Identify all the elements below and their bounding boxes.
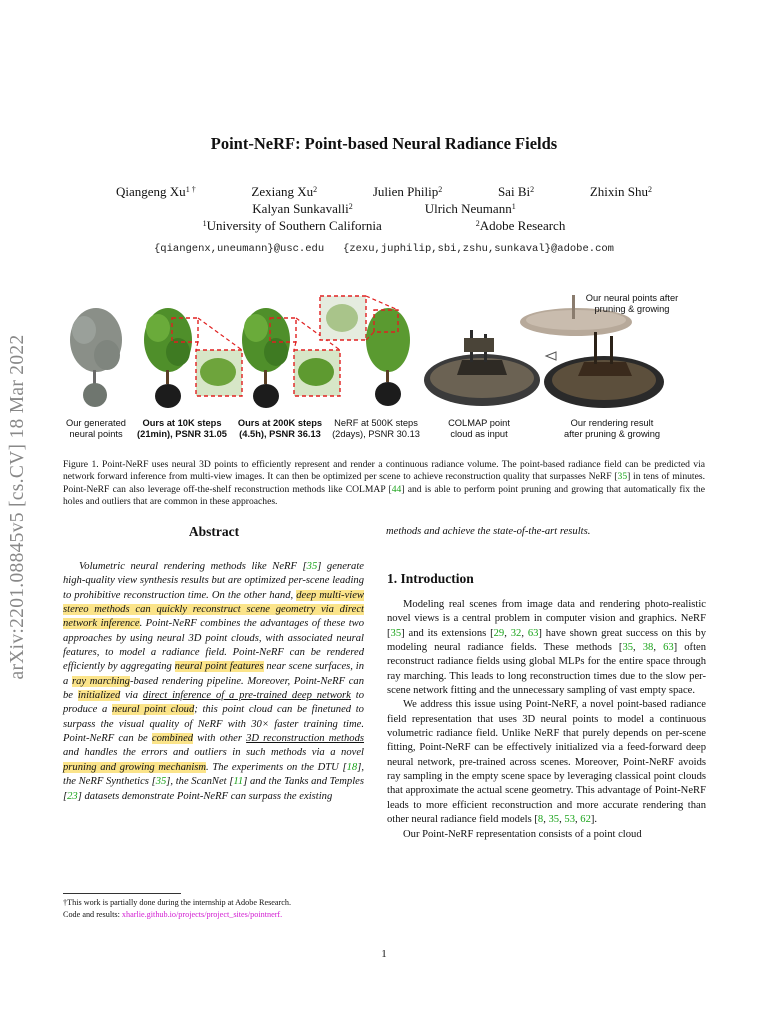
abstract-body: Volumetric neural rendering methods like NeRF [35] generate high-quality view synthesis results but are optimized per-scene leading to prohibitive reconstruction time. On the other hand, deep multi-view stereo methods can quickly reconstruct scene geometry via direct network inference. Point-NeRF combines the advantages of these two approaches by using neural 3D point clouds, with associated neural features, to model a radiance field. Point-NeRF can be rendered efficiently by aggregating neural point features near scene surfaces, in a ray marching-based rendering pipeline. Moreover, Point-NeRF can be initialized via direct inference of a pre-trained deep network to produce a neural point cloud; this point cloud can be finetuned to surpass the visual quality of NeRF with 30× faster training time. Point-NeRF can be combined with other 3D reconstruction methods and handles the errors and outliers in such methods via a novel pruning and growing mechanism. The experiments on the DTU [18], the NeRF Synthetics [35], the ScanNet [11] and the Tanks and Temples [23] datasets demonstrate Point-NeRF can surpass the existing xyxy=(63,561,365,802)
affiliation: $^2$Adobe Research xyxy=(475,218,566,233)
footnote xyxy=(63,897,368,920)
author-row-1 xyxy=(100,183,668,200)
citation-link[interactable]: 8 xyxy=(537,814,544,826)
underline: 3D reconstruction methods xyxy=(246,733,365,745)
author: Qiangeng $Xu^{1 \dagger}$ xyxy=(116,184,196,199)
author: Julien Philip$^2$ xyxy=(372,184,443,199)
teaser-caption-nerf: NeRF at 500K steps (2days), PSNR 30.13 xyxy=(332,418,420,439)
paragraph: Modeling real scenes from image data and rendering photo-realistic novel views is a central problem in computer vision and graphics. NeRF [35] and its extensions [29, 32, 63] have shown great success on this by modeling neural radiance fields. These methods [35, 38, 63] often reconstruct radiance fields using global MLPs for the entire space through ray marching. This leads to long reconstruction times due to the slow per-scene network fitting and the unnecessary sampling of vast empty space. xyxy=(387,599,707,697)
affiliation: $^1$University of Southern California xyxy=(202,218,382,233)
section-heading-introduction: 1. Introduction xyxy=(387,571,474,586)
citation-link[interactable]: 18 xyxy=(346,761,358,773)
paragraph: Our Point-NeRF representation consists of a point cloud xyxy=(403,828,642,840)
author: Ulrich Neumann$^1$ xyxy=(424,201,516,216)
highlight: pruning and growing mechanism xyxy=(63,761,207,773)
highlight: neural point features xyxy=(174,661,264,673)
author-emails: {qiangenx,uneumann}@usc.edu {zexu,juphilip,sbi,zshu,sunkaval}@adobe.com xyxy=(154,243,614,255)
teaser-caption-result: Our rendering result after pruning & growing xyxy=(563,418,661,439)
teaser-caption-colmap: COLMAP point cloud as input xyxy=(448,418,510,439)
citation-link[interactable]: 63 xyxy=(527,627,539,639)
citation-link[interactable]: 29 xyxy=(493,627,505,639)
citation-link[interactable]: 35 xyxy=(155,776,167,788)
citation-link[interactable]: 63 xyxy=(663,642,674,654)
citation-link[interactable]: 35 xyxy=(548,814,560,826)
arxiv-identifier: arXiv:2201.08845v5 [cs.CV] 18 Mar 2022 xyxy=(7,334,28,680)
citation-link[interactable]: 32 xyxy=(510,627,522,639)
teaser-caption-200k: Ours at 200K steps (4.5h), PSNR 36.13 xyxy=(237,418,323,439)
author: Sai Bi$^2$ xyxy=(497,184,535,199)
paragraph: We address this issue using Point-NeRF, a novel point-based radiance field representation that uses 3D neural points to model a continuous volumetric radiance field. Unlike NeRF that purely depends on per-scene fitting, Point-NeRF can be effectively initialized via a feed-forward deep neural network, pre-trained across scenes. Moreover, Point-NeRF avoids ray sampling in the empty scene space by leveraging classical point clouds that approximate the actual scene geometry. This advantage of Point-NeRF leads to more efficient reconstruction and more accurate rendering than other neural radiance field models [8, 35, 53, 62]. xyxy=(387,699,706,826)
render-10k xyxy=(144,308,242,408)
introduction-body xyxy=(387,598,706,842)
author-row-2 xyxy=(100,200,668,217)
underline: direct inference of a pre-trained deep network xyxy=(142,690,351,702)
affiliation-row xyxy=(100,217,668,234)
teaser-figure xyxy=(62,290,704,450)
footnote-rule xyxy=(63,893,181,894)
page-number: 1 xyxy=(381,948,387,960)
citation-link[interactable]: 35 xyxy=(390,627,402,639)
citation-link[interactable]: 35 xyxy=(617,471,628,483)
citation-link[interactable]: 38 xyxy=(642,642,654,654)
citation-link[interactable]: 35 xyxy=(622,642,634,654)
colmap-ship xyxy=(424,330,540,406)
footnote-code-line: Code and results: xharlie.github.io/projects/project_sites/pointnerf. xyxy=(63,909,283,919)
citation-link[interactable]: 44 xyxy=(391,483,402,495)
abstract-heading: Abstract xyxy=(188,524,240,539)
author: Kalyan Sunkavalli$^2$ xyxy=(252,201,353,216)
teaser-caption-10k: Ours at 10K steps (21min), PSNR 31.05 xyxy=(137,418,227,439)
abstract-continuation: methods and achieve the state-of-the-art results. xyxy=(386,526,591,537)
teaser-label-neural-points: Our neural points after pruning & growing xyxy=(585,293,679,314)
citation-link[interactable]: 53 xyxy=(564,814,575,826)
highlight: ray marching xyxy=(71,675,130,687)
author: Zexiang Xu$^2$ xyxy=(251,184,318,199)
project-link[interactable]: xharlie.github.io/projects/project_sites/pointnerf. xyxy=(121,909,283,919)
neural-points-plant xyxy=(70,308,122,407)
citation-link[interactable]: 11 xyxy=(233,776,244,788)
citation-link[interactable]: 23 xyxy=(67,790,78,802)
author-block xyxy=(100,183,668,234)
citation-link[interactable]: 35 xyxy=(306,561,318,572)
highlight: combined xyxy=(151,733,194,745)
figure-caption: Figure 1. Point-NeRF uses neural 3D points to efficiently represent and render a continuous radiance volume. The point-based radiance field can be predicted via network forward inference from multi-view images. It can then be optimized per scene to achieve reconstruction quality that surpasses NeRF [35] in tens of minutes. Point-NeRF can also leverage off-the-shelf reconstruction methods like COLMAP [44] and is able to perform point pruning and growing that automatically fix the holes and outliers that are common in these approaches. xyxy=(63,459,705,507)
citation-link[interactable]: 62 xyxy=(580,814,591,826)
footnote-text: †This work is partially done during the internship at Adobe Research. xyxy=(63,898,292,907)
author: Zhixin Shu$^2$ xyxy=(589,184,652,199)
highlight: initialized xyxy=(77,690,121,702)
highlight: deep multi-view stereo methods can quickly reconstruct scene geometry via direct network inference xyxy=(63,589,364,630)
teaser-caption-generated: Our generated neural points xyxy=(66,418,126,439)
paper-title: Point-NeRF: Point-based Neural Radiance Fields xyxy=(210,134,558,153)
highlight: neural point cloud xyxy=(111,704,195,716)
